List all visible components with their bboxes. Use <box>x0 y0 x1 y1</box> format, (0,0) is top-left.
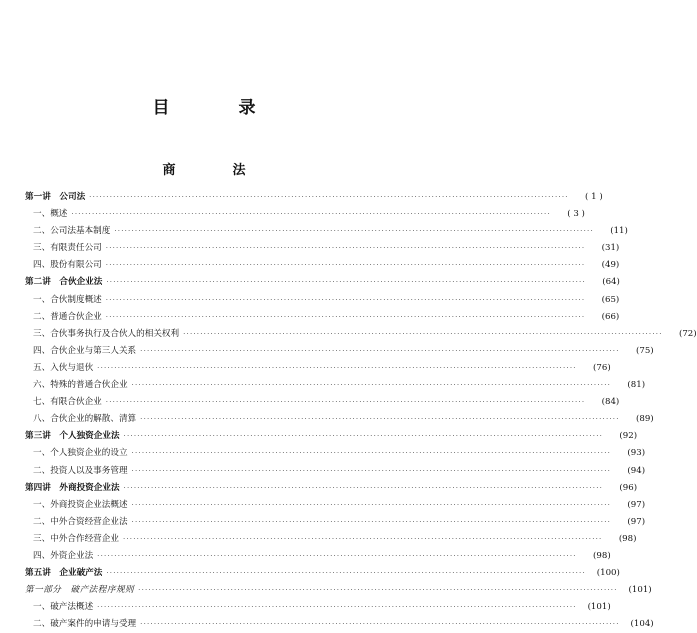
toc-entry-page: (104) <box>630 619 654 630</box>
toc-entry-label: 第二讲 合伙企业法 <box>25 277 103 288</box>
toc-entry-page: (93) <box>627 448 646 459</box>
toc-entry-page: (84) <box>601 397 620 408</box>
toc-chapter[interactable] <box>25 189 603 206</box>
toc-entry-page: (98) <box>618 533 637 544</box>
toc-entry-label: 一、个人独资企业的设立 <box>33 448 128 459</box>
dot-leader: ············································································································································ <box>140 620 620 629</box>
toc-entry-page: (97) <box>627 499 646 510</box>
dot-leader: ············································································································································ <box>97 603 577 612</box>
section-title: 商 法 <box>162 163 268 178</box>
dot-leader: ············································································································································ <box>123 483 604 492</box>
toc-entry-label: 七、有限合伙企业 <box>33 397 102 408</box>
toc-item[interactable] <box>25 326 697 343</box>
toc-item[interactable] <box>25 309 620 326</box>
dot-leader: ············································································································································ <box>131 517 612 526</box>
page-title: 目 录 <box>152 98 282 118</box>
toc-entry-label: 第一讲 公司法 <box>25 192 86 202</box>
toc-item[interactable] <box>25 616 654 633</box>
toc-entry-label: 一、概述 <box>33 209 68 220</box>
toc-entry-label: 四、外资企业法 <box>33 550 94 561</box>
toc-entry-label: 八、合伙企业的解散、清算 <box>33 414 137 425</box>
toc-entry-page: ( 1 ) <box>585 192 603 202</box>
table-of-contents <box>25 189 697 633</box>
toc-entry-page: (101) <box>628 585 652 596</box>
dot-leader: ············································································································································ <box>106 569 586 578</box>
toc-chapter[interactable] <box>25 274 620 291</box>
toc-entry-label: 一、合伙制度概述 <box>33 294 102 305</box>
dot-leader: ············································································································································ <box>89 193 569 201</box>
toc-item[interactable] <box>25 445 646 462</box>
toc-entry-label: 第三讲 个人独资企业法 <box>25 431 120 442</box>
toc-entry-page: (31) <box>601 243 620 254</box>
toc-entry-page: (64) <box>602 277 620 288</box>
toc-item[interactable] <box>25 292 620 309</box>
dot-leader: ············································································································································ <box>140 346 620 355</box>
toc-entry-page: (76) <box>593 362 611 373</box>
toc-item[interactable] <box>25 240 620 257</box>
toc-entry-page: (98) <box>593 550 611 561</box>
dot-leader: ············································································································································ <box>71 210 551 219</box>
toc-entry-label: 第四讲 外商投资企业法 <box>25 482 120 493</box>
toc-item[interactable] <box>25 377 646 394</box>
toc-item[interactable] <box>25 360 611 377</box>
toc-entry-page: (96) <box>619 482 638 493</box>
dot-leader: ············································································································································ <box>97 551 577 560</box>
toc-entry-page: (75) <box>636 345 654 356</box>
toc-entry-page: (89) <box>636 414 654 425</box>
toc-entry-page: (66) <box>601 311 620 322</box>
toc-chapter[interactable] <box>25 565 620 582</box>
toc-item[interactable] <box>25 394 620 411</box>
toc-entry-label: 二、破产案件的申请与受理 <box>33 619 137 630</box>
toc-item[interactable] <box>25 257 620 274</box>
dot-leader: ············································································································································ <box>131 449 612 458</box>
toc-item[interactable] <box>25 206 585 223</box>
dot-leader: ············································································································································ <box>123 432 604 441</box>
toc-entry-page: ( 3 ) <box>567 209 585 220</box>
toc-entry-label: 五、入伙与退伙 <box>33 362 94 373</box>
toc-entry-label: 三、中外合作经营企业 <box>33 533 119 544</box>
toc-entry-label: 六、特殊的普通合伙企业 <box>33 380 128 391</box>
toc-chapter[interactable] <box>25 480 638 497</box>
toc-entry-page: (72) <box>678 328 697 339</box>
toc-entry-label: 第一部分 破产法程序规则 <box>25 585 135 596</box>
toc-entry-label: 三、有限责任公司 <box>33 243 102 254</box>
dot-leader: ············································································································································ <box>183 329 663 338</box>
toc-entry-label: 二、中外合资经营企业法 <box>33 516 128 527</box>
dot-leader: ············································································································································ <box>138 586 618 595</box>
toc-entry-label: 一、外商投资企业法概述 <box>33 499 128 510</box>
dot-leader: ············································································································································ <box>97 363 577 372</box>
dot-leader: ············································································································································ <box>122 534 603 543</box>
toc-item[interactable] <box>25 497 646 514</box>
toc-entry-page: (81) <box>627 380 646 391</box>
toc-item[interactable] <box>25 463 646 480</box>
toc-entry-page: (65) <box>601 294 620 305</box>
toc-entry-label: 四、合伙企业与第三人关系 <box>33 345 137 356</box>
toc-entry-label: 三、合伙事务执行及合伙人的相关权利 <box>33 328 180 339</box>
dot-leader: ············································································································································ <box>105 261 586 270</box>
toc-entry-label: 二、普通合伙企业 <box>33 311 102 322</box>
toc-entry-label: 二、投资人以及事务管理 <box>33 465 128 476</box>
toc-entry-label: 二、公司法基本制度 <box>33 226 111 237</box>
dot-leader: ············································································································································ <box>105 295 586 304</box>
toc-entry-page: (100) <box>596 568 620 579</box>
toc-entry-page: (49) <box>601 260 620 271</box>
toc-item[interactable] <box>25 223 628 240</box>
toc-part[interactable] <box>25 582 652 599</box>
toc-entry-page: (92) <box>619 431 638 442</box>
dot-leader: ············································································································································ <box>140 415 620 424</box>
dot-leader: ············································································································································ <box>105 244 586 253</box>
dot-leader: ············································································································································ <box>105 398 586 407</box>
toc-entry-label: 四、股份有限公司 <box>33 260 102 271</box>
toc-item[interactable] <box>25 599 611 616</box>
toc-entry-page: (101) <box>587 602 611 613</box>
dot-leader: ············································································································································ <box>105 312 586 321</box>
toc-entry-page: (94) <box>627 465 646 476</box>
toc-item[interactable] <box>25 548 611 565</box>
toc-item[interactable] <box>25 514 646 531</box>
toc-entry-label: 第五讲 企业破产法 <box>25 568 103 579</box>
dot-leader: ············································································································································ <box>131 381 612 390</box>
toc-entry-label: 一、破产法概述 <box>33 602 94 613</box>
toc-chapter[interactable] <box>25 428 638 445</box>
dot-leader: ············································································································································ <box>131 500 612 509</box>
dot-leader: ············································································································································ <box>106 278 586 287</box>
toc-entry-page: (97) <box>627 516 646 527</box>
dot-leader: ············································································································································ <box>114 227 594 236</box>
toc-item[interactable] <box>25 531 637 548</box>
toc-item[interactable] <box>25 343 654 360</box>
toc-entry-page: (11) <box>610 226 628 237</box>
dot-leader: ············································································································································ <box>131 466 612 475</box>
toc-item[interactable] <box>25 411 654 428</box>
